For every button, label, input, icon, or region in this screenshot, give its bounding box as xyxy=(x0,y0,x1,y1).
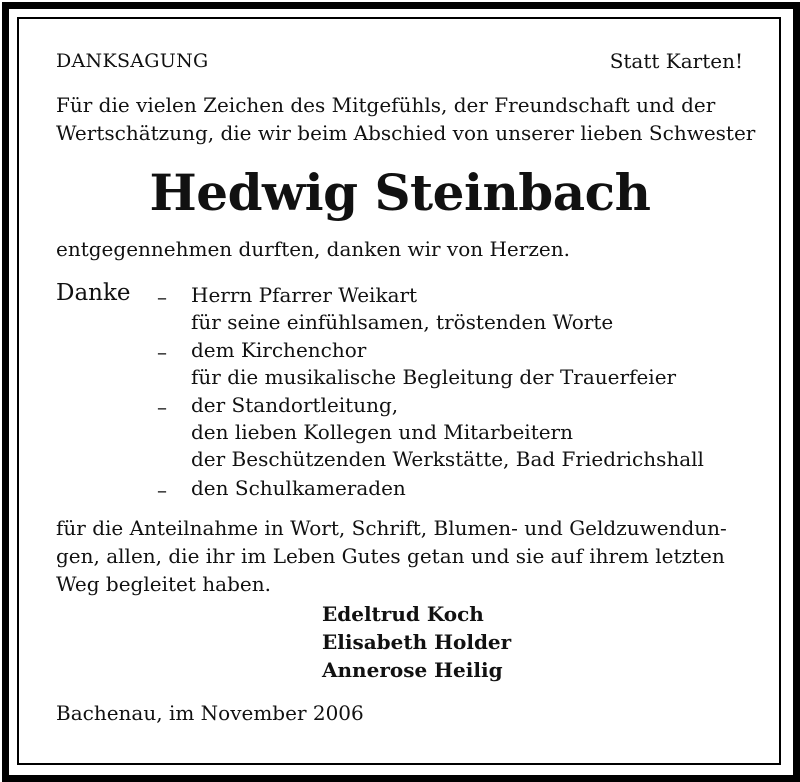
thanks-line-3: dem Kirchenchor xyxy=(191,338,367,362)
after-name-text: entgegennehmen durften, danken wir von Herzen. xyxy=(56,237,570,261)
thanks-line-8: den Schulkameraden xyxy=(191,476,406,500)
thanks-line-1: Herrn Pfarrer Weikart xyxy=(191,283,418,307)
signatory-2: Elisabeth Holder xyxy=(322,630,512,654)
danke-label: Danke xyxy=(56,280,131,306)
signatory-3: Annerose Heilig xyxy=(322,658,503,682)
dash-3: – xyxy=(157,395,167,419)
dash-2: – xyxy=(157,340,167,364)
thanks-line-2: für seine einfühlsamen, tröstenden Worte xyxy=(191,310,614,334)
closing-line-3: Weg begleitet haben. xyxy=(56,572,271,596)
intro-line-1: Für die vielen Zeichen des Mitgefühls, der Freundschaft und der xyxy=(56,93,716,117)
dash-4: – xyxy=(157,478,167,502)
thanks-line-4: für die musikalische Begleitung der Trauerfeier xyxy=(191,365,677,389)
deceased-name: Hedwig Steinbach xyxy=(149,163,651,222)
thanks-line-5: der Standortleitung, xyxy=(191,393,399,417)
closing-line-2: gen, allen, die ihr im Leben Gutes getan und sie auf ihrem letzten xyxy=(56,544,725,568)
place-date: Bachenau, im November 2006 xyxy=(56,701,364,725)
statt-karten-note: Statt Karten! xyxy=(609,49,743,73)
intro-line-2: Wertschätzung, die wir beim Abschied von unserer lieben Schwester xyxy=(56,121,756,145)
dash-1: – xyxy=(157,285,167,309)
signatory-1: Edeltrud Koch xyxy=(322,602,484,626)
thanks-line-7: der Beschützenden Werkstätte, Bad Friedrichshall xyxy=(191,447,704,471)
closing-line-1: für die Anteilnahme in Wort, Schrift, Blumen- und Geldzuwendun- xyxy=(56,516,727,540)
thanks-line-6: den lieben Kollegen und Mitarbeitern xyxy=(191,420,574,444)
notice-heading: DANKSAGUNG xyxy=(56,50,209,72)
